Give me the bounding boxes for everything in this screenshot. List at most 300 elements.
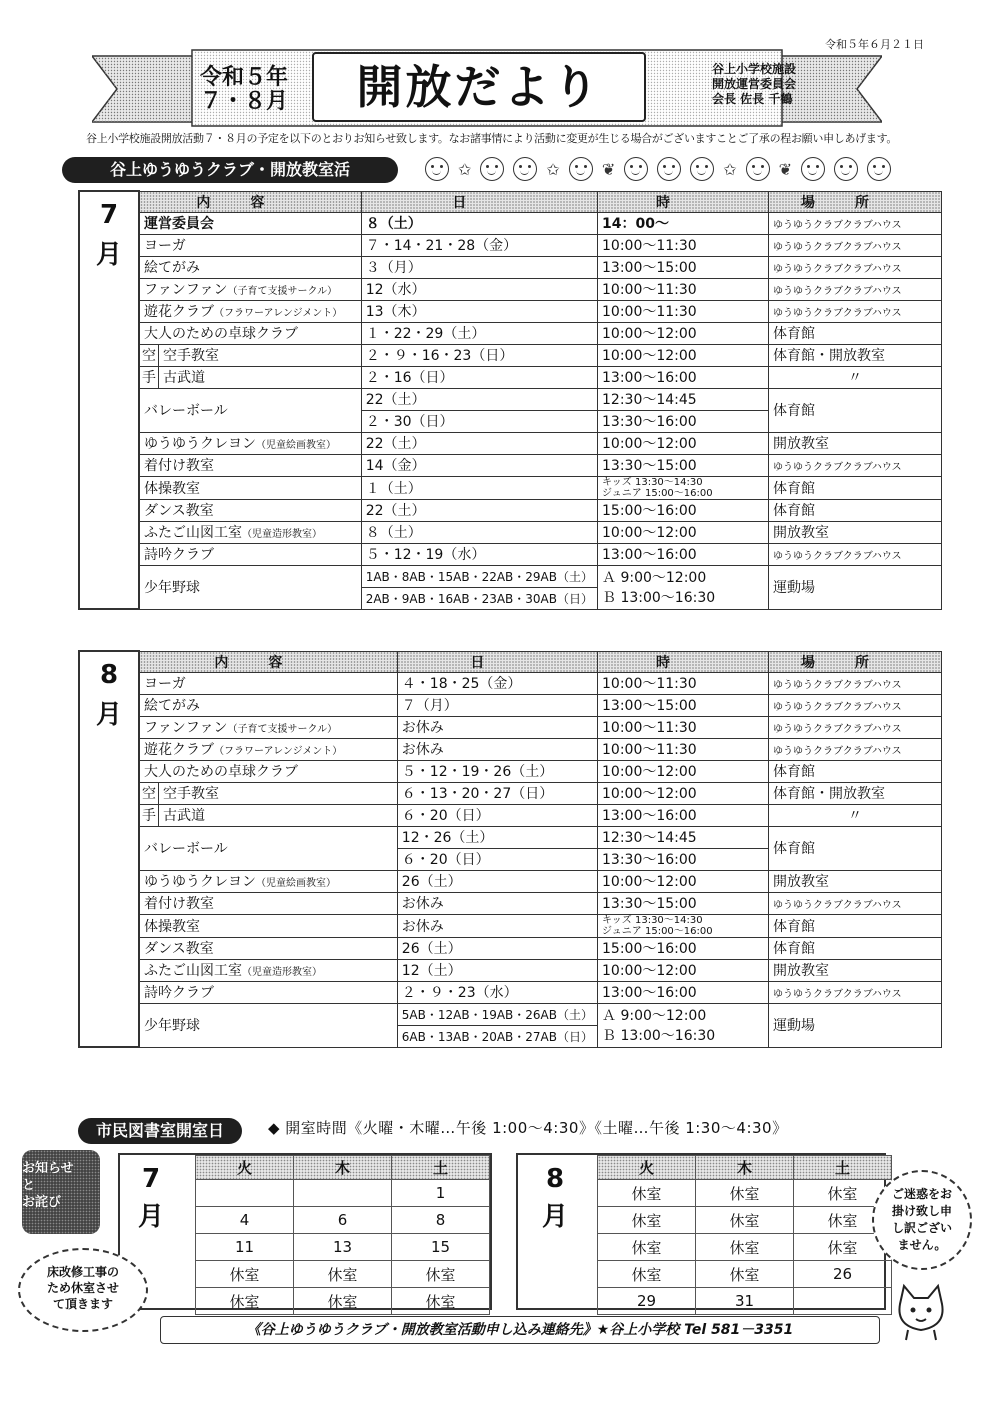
activity-time: 13:00～16:00 — [598, 543, 769, 565]
july-month-number: 7 — [99, 200, 119, 230]
sun-face-icon — [867, 157, 891, 181]
activity-note: （児童絵画教室） — [256, 878, 336, 889]
activity-place: ゆうゆうクラブクラブハウス — [769, 278, 942, 300]
activity-date: 12・26（土） — [397, 826, 597, 848]
sun-face-icon — [425, 157, 449, 181]
activity-date: ８（土） — [361, 212, 597, 234]
library-cell: 11 — [196, 1234, 294, 1261]
activity-date: 22（土） — [361, 499, 597, 521]
activity-time: 10:00～11:30 — [598, 278, 769, 300]
table-row — [598, 1288, 892, 1315]
table-row — [79, 892, 942, 914]
activity-name: 少年野球 — [139, 1003, 397, 1047]
table-row — [79, 476, 942, 499]
activity-place: 体育館 — [769, 826, 942, 870]
day-header-thu: 木 — [294, 1156, 392, 1180]
activity-name: ダンス教室 — [139, 499, 361, 521]
activity-name: 遊花クラブ — [144, 304, 214, 320]
activity-time: 15:00～16:00 — [598, 499, 769, 521]
activity-date: ７（月） — [397, 694, 597, 716]
activity-name: バレーボール — [139, 388, 361, 432]
table-row — [79, 543, 942, 565]
activity-time-cell — [598, 1003, 769, 1047]
activity-name: 詩吟クラブ — [139, 543, 361, 565]
activity-name: ふたご山図工室 — [144, 963, 242, 979]
activity-name: 大人のための卓球クラブ — [139, 760, 397, 782]
header-content: 内容 — [139, 651, 397, 672]
activity-time-junior: ジュニア 15:00～16:00 — [602, 925, 713, 937]
header-place: 場所 — [769, 191, 942, 212]
karate-label-1: 空 — [139, 782, 159, 804]
activity-time: 13:30～15:00 — [598, 892, 769, 914]
activity-name: 運営委員会 — [139, 212, 361, 234]
activity-place: ゆうゆうクラブクラブハウス — [769, 981, 942, 1003]
activity-note: （子育て支援サークル） — [227, 286, 338, 297]
activity-place: 開放教室 — [769, 432, 942, 454]
activity-date: お休み — [397, 892, 597, 914]
sun-face-icon — [801, 157, 825, 181]
july-schedule-table — [78, 190, 942, 610]
table-row — [79, 760, 942, 782]
activity-name: 体操教室 — [139, 476, 361, 499]
activity-place: 体育館 — [769, 388, 942, 432]
activity-place: 開放教室 — [769, 521, 942, 543]
activity-time: 10:00～12:00 — [598, 322, 769, 344]
issuer-line3: 会長 佐長 千鶴 — [712, 92, 793, 106]
table-row — [79, 256, 942, 278]
activity-name-cell — [139, 521, 361, 543]
activity-time: 13:30～16:00 — [598, 848, 769, 870]
activity-date: ５・12・19（水） — [361, 543, 597, 565]
closure-note — [18, 1248, 148, 1332]
activity-time: 10:00～12:00 — [598, 782, 769, 804]
intro-text: 谷上小学校施設開放活動７・８月の予定を以下のとおりお知らせ致します。なお諸事情により活動に変更が生じる場合がございますことご了承の程お願い申しあげます。 — [86, 132, 898, 145]
table-row — [79, 234, 942, 256]
activity-date: 6AB・13AB・20AB・27AB（日） — [397, 1025, 597, 1047]
activity-date: 14（金） — [361, 454, 597, 476]
august-library-month-char: 月 — [541, 1202, 568, 1232]
activity-time: 10:00～11:30 — [598, 738, 769, 760]
activity-date: お休み — [397, 914, 597, 937]
header-day: 日 — [361, 191, 597, 212]
table-row — [196, 1288, 490, 1315]
library-cell: 休室 — [696, 1180, 794, 1207]
activity-name: ゆうゆうクレヨン — [144, 436, 256, 452]
table-row — [79, 300, 942, 322]
activity-name: ヨーガ — [139, 234, 361, 256]
activity-name: 大人のための卓球クラブ — [139, 322, 361, 344]
header-time: 時 — [598, 651, 769, 672]
activity-name: 着付け教室 — [139, 892, 397, 914]
august-month-char: 月 — [95, 700, 122, 730]
activity-name: 詩吟クラブ — [139, 981, 397, 1003]
activity-date: 2AB・9AB・16AB・23AB・30AB（日） — [361, 587, 597, 609]
contact-info: 《谷上ゆうゆうクラブ・開放教室活動申し込み連絡先》★谷上小学校 Tel 581－3351 — [160, 1316, 880, 1344]
activity-time: 12:30～14:45 — [598, 826, 769, 848]
table-row — [79, 870, 942, 892]
activity-name-cell — [139, 716, 397, 738]
closure-line3: て頂きます — [52, 1297, 113, 1311]
activity-place: ゆうゆうクラブクラブハウス — [769, 234, 942, 256]
library-cell: 休室 — [598, 1261, 696, 1288]
apology-line1: ご迷惑をお — [891, 1187, 952, 1201]
library-cell: 休室 — [794, 1180, 892, 1207]
closure-line2: ため休室させ — [46, 1281, 119, 1295]
leaf-icon: ❦ — [601, 159, 616, 179]
activity-place: 体育館・開放教室 — [769, 344, 942, 366]
activity-place: ゆうゆうクラブクラブハウス — [769, 543, 942, 565]
library-cell: 休室 — [696, 1207, 794, 1234]
header-time: 時 — [598, 191, 769, 212]
activity-time: 10:00～12:00 — [598, 344, 769, 366]
activity-date: 1AB・8AB・15AB・22AB・29AB（土） — [361, 565, 597, 587]
activity-name: バレーボール — [139, 826, 397, 870]
activity-date: 26（土） — [397, 937, 597, 959]
activity-name-cell — [139, 738, 397, 760]
table-row — [79, 694, 942, 716]
activity-name-cell — [139, 300, 361, 322]
activity-date: ２・16（日） — [361, 366, 597, 388]
activity-name: ダンス教室 — [139, 937, 397, 959]
table-row — [79, 782, 942, 804]
table-row — [79, 716, 942, 738]
activity-place: 運動場 — [769, 1003, 942, 1047]
issuer — [712, 62, 796, 107]
activity-date: 5AB・12AB・19AB・26AB（土） — [397, 1003, 597, 1025]
activity-name: 空手教室 — [159, 344, 362, 366]
activity-place: ゆうゆうクラブクラブハウス — [769, 256, 942, 278]
activity-date: ６・20（日） — [397, 848, 597, 870]
activity-name: 古武道 — [159, 804, 398, 826]
notice-badge — [22, 1150, 100, 1234]
table-row — [79, 366, 942, 388]
table-row — [79, 804, 942, 826]
library-cell: 休室 — [696, 1261, 794, 1288]
activity-date: 13（木） — [361, 300, 597, 322]
day-header-tue: 火 — [196, 1156, 294, 1180]
activity-date: ４・18・25（金） — [397, 672, 597, 694]
activity-time: 10:00～11:30 — [598, 716, 769, 738]
activity-note: （フラワーアレンジメント） — [214, 746, 343, 757]
activity-place: 体育館 — [769, 476, 942, 499]
period-line2: ７・８月 — [200, 89, 289, 114]
library-cell: 6 — [294, 1207, 392, 1234]
july-month-cell — [79, 191, 139, 609]
library-cell — [294, 1180, 392, 1207]
activity-time: 10:00～12:00 — [598, 521, 769, 543]
star-icon: ✩ — [723, 159, 737, 179]
activity-place: 体育館 — [769, 499, 942, 521]
header-content: 内容 — [139, 191, 361, 212]
activity-date: ２・９・16・23（日） — [361, 344, 597, 366]
activity-place: ゆうゆうクラブクラブハウス — [769, 716, 942, 738]
library-hours: ◆ 開室時間《火曜・木曜…午後 1:00～4:30》《土曜…午後 1:30～4:30》 — [268, 1119, 788, 1137]
apology-bubble — [872, 1170, 972, 1270]
day-header-tue: 火 — [598, 1156, 696, 1180]
july-library-month — [126, 1160, 176, 1236]
activity-date: ６・13・20・27（日） — [397, 782, 597, 804]
table-row — [79, 672, 942, 694]
cat-mascot-icon — [886, 1274, 956, 1344]
apology-line4: ません。 — [897, 1238, 947, 1252]
library-cell: 休室 — [392, 1288, 490, 1315]
activity-name: ファンファン — [144, 720, 228, 736]
activity-name: 空手教室 — [159, 782, 398, 804]
library-cell: 休室 — [696, 1234, 794, 1261]
activity-date: お休み — [397, 738, 597, 760]
table-row — [79, 521, 942, 543]
activity-time: 13:00～16:00 — [598, 804, 769, 826]
table-row — [598, 1207, 892, 1234]
table-row — [79, 565, 942, 587]
august-schedule-table — [78, 650, 942, 1048]
july-month-char: 月 — [95, 240, 122, 270]
library-cell: 29 — [598, 1288, 696, 1315]
activity-place: ゆうゆうクラブクラブハウス — [769, 738, 942, 760]
table-row — [79, 499, 942, 521]
august-library-month-number: 8 — [545, 1164, 565, 1194]
karate-label-2: 手 — [139, 804, 159, 826]
activity-name: 着付け教室 — [139, 454, 361, 476]
july-library-month-char: 月 — [137, 1202, 164, 1232]
activity-place: 開放教室 — [769, 959, 942, 981]
library-cell — [794, 1288, 892, 1315]
library-cell: 休室 — [392, 1261, 490, 1288]
table-row — [79, 278, 942, 300]
karate-label-1: 空 — [139, 344, 159, 366]
leaf-icon: ❦ — [778, 159, 793, 179]
activity-time-cell — [598, 565, 769, 609]
activity-time-a: Ａ 9:00～12:00 — [602, 570, 707, 586]
activity-time: 13:00～15:00 — [598, 694, 769, 716]
activity-name: ヨーガ — [139, 672, 397, 694]
activity-date: １（土） — [361, 476, 597, 499]
star-icon: ✩ — [458, 159, 472, 179]
library-cell: 休室 — [196, 1261, 294, 1288]
table-row — [196, 1180, 490, 1207]
activity-date: ８（土） — [361, 521, 597, 543]
activity-place: 体育館 — [769, 937, 942, 959]
activity-note: （児童造形教室） — [242, 529, 322, 540]
section-title-library: 市民図書室開室日 — [78, 1118, 242, 1144]
activity-name: 体操教室 — [139, 914, 397, 937]
activity-time: 10:00～11:30 — [598, 234, 769, 256]
table-row — [598, 1180, 892, 1207]
library-cell: 8 — [392, 1207, 490, 1234]
face-icon — [834, 157, 858, 181]
activity-date: お休み — [397, 716, 597, 738]
table-row — [196, 1234, 490, 1261]
activity-time: 10:00～12:00 — [598, 870, 769, 892]
august-month-cell — [79, 651, 139, 1047]
activity-time-kids: キッズ 13:30～14:30 — [602, 476, 703, 488]
activity-time-a: Ａ 9:00～12:00 — [602, 1008, 707, 1024]
library-cell: 26 — [794, 1261, 892, 1288]
library-cell: 休室 — [598, 1234, 696, 1261]
issuer-line1: 谷上小学校施設 — [712, 62, 797, 76]
activity-note: （子育て支援サークル） — [227, 724, 338, 735]
library-cell: 休室 — [598, 1207, 696, 1234]
august-library-table — [597, 1155, 892, 1315]
table-row — [79, 937, 942, 959]
apology-line2: 掛け致し申 — [891, 1204, 952, 1218]
header-day: 日 — [397, 651, 597, 672]
activity-date: ２・30（日） — [361, 410, 597, 432]
table-row — [79, 981, 942, 1003]
activity-time: 13:30～15:00 — [598, 454, 769, 476]
library-cell: 1 — [392, 1180, 490, 1207]
table-row — [79, 388, 942, 410]
activity-date: ２・９・23（水） — [397, 981, 597, 1003]
table-row — [79, 322, 942, 344]
table-row — [598, 1261, 892, 1288]
day-header-thu: 木 — [696, 1156, 794, 1180]
activity-name-cell — [139, 870, 397, 892]
activity-place: 体育館 — [769, 760, 942, 782]
activity-time: 13:00～16:00 — [598, 366, 769, 388]
july-library-month-number: 7 — [141, 1164, 161, 1194]
activity-date: 12（水） — [361, 278, 597, 300]
period-line1: 令和５年 — [200, 65, 289, 90]
activity-time-kids: キッズ 13:30～14:30 — [602, 914, 703, 926]
notice-line1: お知らせ — [22, 1161, 74, 1176]
activity-time-cell — [598, 914, 769, 937]
closure-line1: 床改修工事の — [46, 1265, 119, 1279]
activity-name: 古武道 — [159, 366, 362, 388]
activity-place: 体育館・開放教室 — [769, 782, 942, 804]
activity-date: ６・20（日） — [397, 804, 597, 826]
star-icon: ✩ — [546, 159, 560, 179]
table-row — [79, 432, 942, 454]
activity-place: ゆうゆうクラブクラブハウス — [769, 694, 942, 716]
activity-date: 26（土） — [397, 870, 597, 892]
table-row — [79, 826, 942, 848]
table-row — [79, 212, 942, 234]
library-cell: 4 — [196, 1207, 294, 1234]
activity-place: 開放教室 — [769, 870, 942, 892]
activity-name-cell — [139, 278, 361, 300]
sun-face-icon — [657, 157, 681, 181]
period-label — [200, 66, 288, 114]
activity-time-b: Ｂ 13:00～16:30 — [602, 1028, 716, 1044]
activity-name: 少年野球 — [139, 565, 361, 609]
activity-time: 10:00～11:30 — [598, 300, 769, 322]
day-header-sat: 土 — [794, 1156, 892, 1180]
activity-date: 12（土） — [397, 959, 597, 981]
activity-name: ファンファン — [144, 282, 228, 298]
activity-time: 10:00～12:00 — [598, 760, 769, 782]
library-cell: 休室 — [294, 1261, 392, 1288]
activity-place: 体育館 — [769, 322, 942, 344]
activity-time: 12:30～14:45 — [598, 388, 769, 410]
activity-time: 13:00～16:00 — [598, 981, 769, 1003]
activity-date: 22（土） — [361, 388, 597, 410]
table-row — [196, 1261, 490, 1288]
activity-date: ５・12・19・26（土） — [397, 760, 597, 782]
apology-line3: し訳ござい — [891, 1221, 952, 1235]
table-row — [79, 344, 942, 366]
activity-note: （フラワーアレンジメント） — [214, 308, 343, 319]
activity-time: 10:00～12:00 — [598, 432, 769, 454]
activity-name: 絵てがみ — [139, 256, 361, 278]
july-library-table — [195, 1155, 490, 1315]
activity-time-cell — [598, 476, 769, 499]
activity-name: ゆうゆうクレヨン — [144, 874, 256, 890]
face-icon — [513, 157, 537, 181]
notice-line2: と — [22, 1178, 36, 1193]
table-row — [79, 1003, 942, 1025]
activity-note: （児童絵画教室） — [256, 440, 336, 451]
activity-time: 10:00～12:00 — [598, 959, 769, 981]
day-header-sat: 土 — [392, 1156, 490, 1180]
section-title-club: 谷上ゆうゆうクラブ・開放教室活 — [62, 157, 398, 183]
activity-place: 体育館 — [769, 914, 942, 937]
table-row — [598, 1234, 892, 1261]
library-cell: 15 — [392, 1234, 490, 1261]
activity-note: （児童造形教室） — [242, 967, 322, 978]
library-cell — [196, 1180, 294, 1207]
issuer-line2: 開放運営委員会 — [712, 77, 797, 91]
activity-place: ゆうゆうクラブクラブハウス — [769, 672, 942, 694]
face-icon — [480, 157, 504, 181]
table-row — [196, 1207, 490, 1234]
activity-name: 遊花クラブ — [144, 742, 214, 758]
activity-time: 10:00～11:30 — [598, 672, 769, 694]
activity-place: 運動場 — [769, 565, 942, 609]
activity-time-b: Ｂ 13:00～16:30 — [602, 590, 716, 606]
activity-name: ふたご山図工室 — [144, 525, 242, 541]
library-cell: 休室 — [294, 1288, 392, 1315]
activity-date: ３（月） — [361, 256, 597, 278]
activity-time: 14：00～ — [598, 212, 769, 234]
activity-place: ゆうゆうクラブクラブハウス — [769, 454, 942, 476]
activity-place: ゆうゆうクラブクラブハウス — [769, 212, 942, 234]
issue-date: 令和５年６月２１日 — [825, 38, 924, 51]
activity-place: 〃 — [769, 366, 942, 388]
activity-time-junior: ジュニア 15:00～16:00 — [602, 487, 713, 499]
face-icon — [624, 157, 648, 181]
activity-place: ゆうゆうクラブクラブハウス — [769, 300, 942, 322]
decoration-faces — [425, 152, 945, 186]
header-place: 場所 — [769, 651, 942, 672]
activity-date: 22（土） — [361, 432, 597, 454]
sun-face-icon — [569, 157, 593, 181]
library-cell: 13 — [294, 1234, 392, 1261]
table-row — [79, 738, 942, 760]
activity-place: ゆうゆうクラブクラブハウス — [769, 892, 942, 914]
activity-date: １・22・29（土） — [361, 322, 597, 344]
library-cell: 休室 — [794, 1207, 892, 1234]
face-icon — [690, 157, 714, 181]
activity-name-cell — [139, 432, 361, 454]
table-row — [79, 959, 942, 981]
activity-time: 13:30～16:00 — [598, 410, 769, 432]
karate-label-2: 手 — [139, 366, 159, 388]
activity-name-cell — [139, 959, 397, 981]
activity-place: 〃 — [769, 804, 942, 826]
activity-time: 13:00～15:00 — [598, 256, 769, 278]
face-icon — [746, 157, 770, 181]
august-month-number: 8 — [99, 660, 119, 690]
library-cell: 31 — [696, 1288, 794, 1315]
notice-line3: お詫び — [22, 1195, 62, 1210]
table-row — [79, 914, 942, 937]
page-title: 開放だより — [356, 60, 602, 114]
library-cell: 休室 — [196, 1288, 294, 1315]
august-library-month — [530, 1160, 580, 1236]
activity-date: ７・14・21・28（金） — [361, 234, 597, 256]
activity-name: 絵てがみ — [139, 694, 397, 716]
